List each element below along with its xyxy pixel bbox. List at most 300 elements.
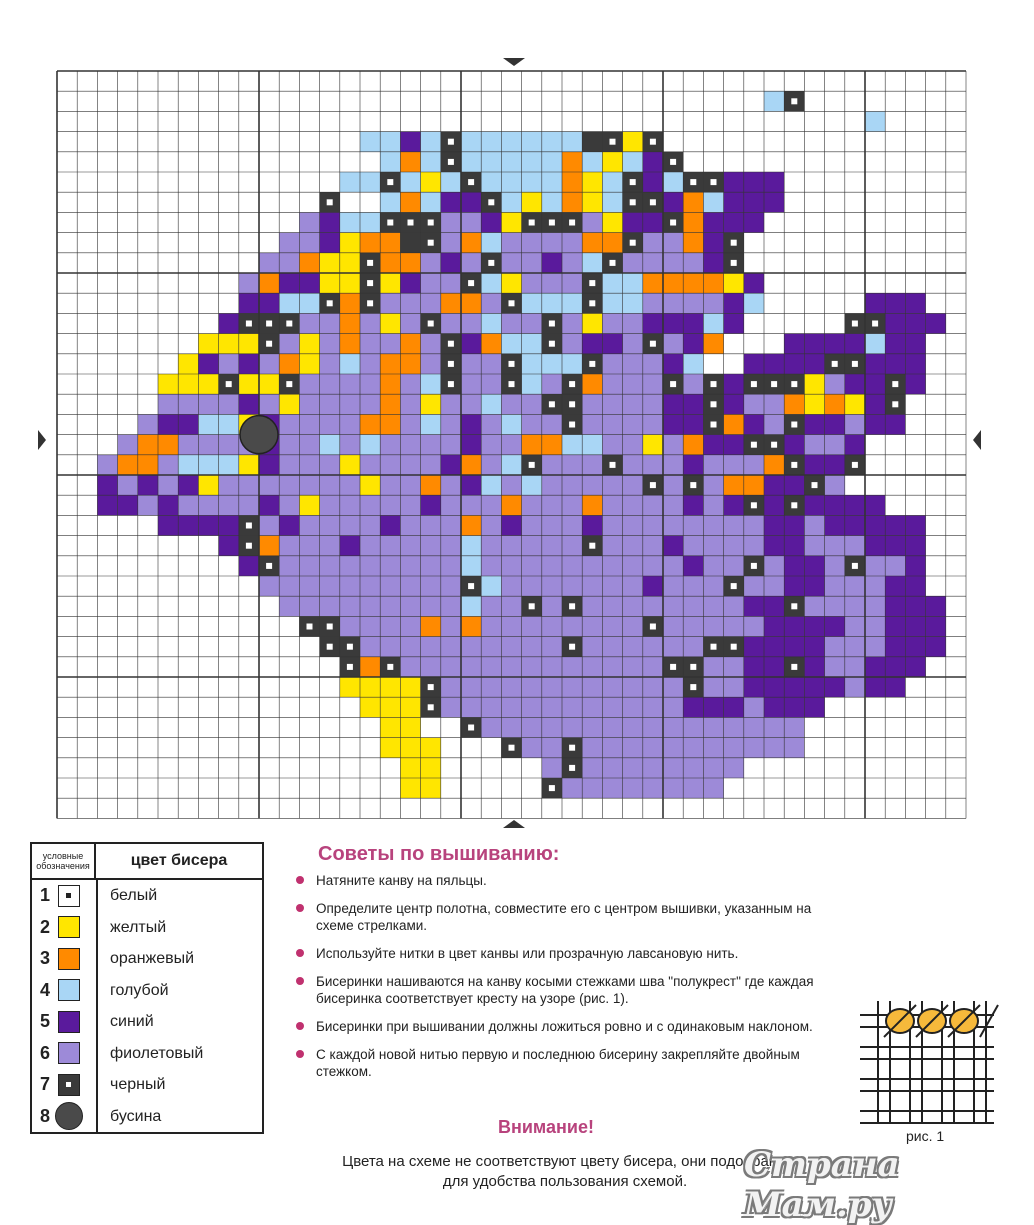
bead-cell [481, 495, 501, 515]
bead-cell [643, 273, 663, 293]
bead-cell [259, 515, 279, 535]
bead-cell [542, 515, 562, 535]
bead-cell [522, 374, 542, 394]
bead-cell [724, 172, 744, 192]
bead-cell [522, 677, 542, 697]
bead-cell [259, 455, 279, 475]
bead-cell [623, 657, 643, 677]
bead-cell [279, 293, 299, 313]
white-bead-mark [791, 422, 797, 428]
bead-cell [663, 697, 683, 717]
bead-cell [885, 677, 905, 697]
bead-cell [764, 556, 784, 576]
bead-cell [400, 556, 420, 576]
bead-cell [764, 717, 784, 737]
white-bead-mark [367, 300, 373, 306]
bead-cell [865, 616, 885, 636]
bead-cell [623, 354, 643, 374]
bead-cell [421, 394, 441, 414]
legend-row [32, 912, 96, 944]
white-bead-mark [387, 664, 393, 670]
white-bead-mark [711, 179, 717, 185]
bead-cell [219, 515, 239, 535]
white-bead-mark [509, 300, 515, 306]
white-bead-mark [327, 199, 333, 205]
tip-item: С каждой новой нитью первую и последнюю бисерину закрепляйте двойным стежком. [296, 1046, 836, 1080]
white-bead-mark [226, 381, 232, 387]
bead-cell [703, 778, 723, 798]
bead-cell [421, 616, 441, 636]
bead-cell [542, 637, 562, 657]
bead-cell [501, 435, 521, 455]
bead-cell [562, 172, 582, 192]
bead-cell [340, 354, 360, 374]
bead-cell [299, 556, 319, 576]
legend-row [32, 1006, 96, 1038]
bead-cell [360, 536, 380, 556]
bead-cell [683, 414, 703, 434]
bead-cell [299, 515, 319, 535]
bead-cell [885, 596, 905, 616]
white-bead-mark [569, 220, 575, 226]
bead-cell [320, 515, 340, 535]
bead-cell [643, 515, 663, 535]
legend-color-name: желтый [110, 918, 167, 936]
bead-cell [158, 414, 178, 434]
bead-cell [643, 374, 663, 394]
white-bead-mark [731, 240, 737, 246]
bead-cell [320, 455, 340, 475]
bead-cell [501, 455, 521, 475]
white-bead-mark [731, 644, 737, 650]
bead-cell [522, 576, 542, 596]
bead-cell [380, 596, 400, 616]
bead-cell [400, 758, 420, 778]
bead-cell [703, 657, 723, 677]
bead-cell [421, 758, 441, 778]
bead-cell [239, 556, 259, 576]
bead-cell [441, 273, 461, 293]
bead-cell [562, 152, 582, 172]
bead-cell [198, 374, 218, 394]
bead-cell [360, 233, 380, 253]
bead-cell [764, 354, 784, 374]
bead-cell [441, 394, 461, 414]
bead-cell [481, 132, 501, 152]
bead-cell [340, 616, 360, 636]
bead-cell [380, 334, 400, 354]
bead-cell [623, 414, 643, 434]
bead-cell [219, 455, 239, 475]
bead-cell [441, 677, 461, 697]
bead-cell [542, 738, 562, 758]
bead-cell [623, 778, 643, 798]
bead-cell [562, 717, 582, 737]
bead-cell [804, 414, 824, 434]
bead-cell [724, 273, 744, 293]
bead-cell [623, 515, 643, 535]
bead-cell [845, 495, 865, 515]
bead-cell [542, 192, 562, 212]
bead-cell [279, 536, 299, 556]
white-bead-mark [367, 260, 373, 266]
bead-cell [825, 495, 845, 515]
bead-cell [299, 273, 319, 293]
white-bead-mark [286, 321, 292, 327]
bead-cell [643, 596, 663, 616]
bead-cell [522, 192, 542, 212]
bead-cell [299, 374, 319, 394]
bead-cell [380, 515, 400, 535]
bead-cell [542, 253, 562, 273]
bead-cell [542, 758, 562, 778]
bead-cell [542, 414, 562, 434]
bead-cell [461, 414, 481, 434]
white-bead-mark [549, 401, 555, 407]
bead-cell [845, 616, 865, 636]
bead-cell [683, 374, 703, 394]
bead-cell [562, 313, 582, 333]
white-bead-mark [266, 341, 272, 347]
bead-cell [542, 374, 562, 394]
bead-cell [542, 677, 562, 697]
bead-cell [380, 738, 400, 758]
white-bead-mark [246, 543, 252, 549]
bead-cell [703, 475, 723, 495]
bead-cell [683, 738, 703, 758]
bead-cell [400, 233, 420, 253]
bead-cell [865, 637, 885, 657]
bead-cell [239, 374, 259, 394]
bead-cell [744, 273, 764, 293]
white-bead-mark [549, 220, 555, 226]
bead-cell [703, 212, 723, 232]
bead-cell [683, 435, 703, 455]
bead-cell [198, 435, 218, 455]
bead-cell [562, 354, 582, 374]
white-bead-mark [428, 704, 434, 710]
bead-cell [320, 354, 340, 374]
bead-cell [744, 717, 764, 737]
bead-cell [400, 334, 420, 354]
bead-cell [501, 536, 521, 556]
bead-cell [602, 556, 622, 576]
bead-cell [643, 435, 663, 455]
white-bead-mark [569, 745, 575, 751]
bead-cell [582, 677, 602, 697]
white-bead-mark [529, 462, 535, 468]
bead-cell [744, 657, 764, 677]
bead-cell [825, 616, 845, 636]
bead-cell [481, 697, 501, 717]
bead-cell [602, 172, 622, 192]
bead-cell [481, 677, 501, 697]
white-bead-mark [731, 260, 737, 266]
bead-cell [481, 657, 501, 677]
bead-cell [683, 273, 703, 293]
white-bead-mark [832, 361, 838, 367]
bead-cell [380, 132, 400, 152]
bead-cell [421, 515, 441, 535]
bead-cell [582, 394, 602, 414]
bead-cell [623, 677, 643, 697]
bead-cell [845, 374, 865, 394]
color-legend [30, 842, 264, 1134]
bead-cell [643, 495, 663, 515]
bead-cell [926, 596, 946, 616]
bead-cell [865, 111, 885, 131]
bead-cell [784, 354, 804, 374]
bead-cell [400, 253, 420, 273]
bead-cell [663, 475, 683, 495]
bead-cell [643, 293, 663, 313]
bead-cell [461, 152, 481, 172]
bead-cell [905, 374, 925, 394]
legend-row [32, 880, 96, 912]
bead-cell [259, 374, 279, 394]
white-bead-mark [852, 462, 858, 468]
bead-cell [118, 495, 138, 515]
bead-cell [522, 717, 542, 737]
bead-cell [582, 233, 602, 253]
bead-cell [522, 414, 542, 434]
bead-cell [905, 637, 925, 657]
bead-cell [542, 293, 562, 313]
white-bead-mark [327, 644, 333, 650]
bead-cell [259, 536, 279, 556]
bead-cell [522, 697, 542, 717]
bead-cell [804, 677, 824, 697]
bead-cell [744, 697, 764, 717]
bead-cell [501, 233, 521, 253]
bead-cell [421, 192, 441, 212]
bead-cell [804, 576, 824, 596]
bead-cell [562, 233, 582, 253]
bead-cell [400, 192, 420, 212]
white-bead-mark [266, 321, 272, 327]
top-center-arrow [503, 58, 525, 66]
white-bead-mark [307, 624, 313, 630]
bead-cell [582, 212, 602, 232]
bead-cell [320, 374, 340, 394]
bead-cell [441, 313, 461, 333]
bead-cell [845, 677, 865, 697]
bead-cell [663, 717, 683, 737]
bead-cell [744, 738, 764, 758]
bead-cell [542, 556, 562, 576]
legend-number: 3 [39, 948, 50, 969]
bead-cell [724, 536, 744, 556]
bead-cell [340, 233, 360, 253]
bead-cell [198, 334, 218, 354]
legend-color-name: синий [110, 1013, 154, 1030]
bead-cell [461, 253, 481, 273]
bead-cell [643, 354, 663, 374]
bead-cell [522, 273, 542, 293]
bead-cell [461, 313, 481, 333]
bead-cell [441, 596, 461, 616]
bead-cell [522, 435, 542, 455]
bead-cell [279, 596, 299, 616]
bead-cell [623, 495, 643, 515]
bead-cell [481, 212, 501, 232]
bead-cell [703, 576, 723, 596]
bead-cell [542, 576, 562, 596]
bead-cell [239, 495, 259, 515]
bead-cell [421, 172, 441, 192]
white-bead-mark [347, 644, 353, 650]
bead-cell [279, 576, 299, 596]
bead-cell [380, 475, 400, 495]
white-bead-mark [791, 381, 797, 387]
bead-cell [845, 596, 865, 616]
bead-cell [683, 394, 703, 414]
bead-cell [320, 273, 340, 293]
white-bead-mark [630, 179, 636, 185]
tip-item: Бисеринки при вышивании должны ложиться ровно и с одинаковым наклоном. [296, 1018, 836, 1035]
bead-cell [320, 536, 340, 556]
site-watermark: Страна Мам.ру [744, 1145, 900, 1225]
legend-number: 2 [39, 916, 50, 937]
bead-cell [421, 354, 441, 374]
white-bead-mark [670, 159, 676, 165]
bead-cell [602, 637, 622, 657]
bead-cell [320, 334, 340, 354]
bead-cell [481, 152, 501, 172]
bead-cell [663, 354, 683, 374]
bottom-center-arrow [503, 820, 525, 828]
bead-cell [400, 374, 420, 394]
bead-cell [582, 172, 602, 192]
bead-cell [320, 212, 340, 232]
bead-cell [562, 778, 582, 798]
bead-cell [158, 374, 178, 394]
bead-cell [703, 273, 723, 293]
bead-cell [158, 475, 178, 495]
bead-cell [683, 515, 703, 535]
bead-cell [825, 515, 845, 535]
bead-cell [582, 374, 602, 394]
bead-cell [764, 172, 784, 192]
bead-cell [421, 132, 441, 152]
bead-cell [421, 637, 441, 657]
bead-cell [400, 354, 420, 374]
legend-row [32, 1069, 96, 1101]
bead-cell [461, 536, 481, 556]
bead-cell [320, 475, 340, 495]
bead-cell [522, 354, 542, 374]
bead-cell [138, 475, 158, 495]
bead-cell [623, 374, 643, 394]
bead-cell [178, 475, 198, 495]
bead-cell [178, 414, 198, 434]
bead-cell [784, 738, 804, 758]
bead-cell [461, 596, 481, 616]
bead-cell [138, 455, 158, 475]
bead-cell [825, 637, 845, 657]
bead-cell [461, 637, 481, 657]
bead-cell [360, 697, 380, 717]
bead-cell [421, 778, 441, 798]
bead-cell [501, 717, 521, 737]
bead-cell [400, 475, 420, 495]
white-bead-mark [771, 381, 777, 387]
bead-cell [623, 637, 643, 657]
bead-cell [865, 576, 885, 596]
bead-cell [643, 233, 663, 253]
bead-cell [299, 334, 319, 354]
white-bead-mark [791, 462, 797, 468]
white-bead-mark [448, 381, 454, 387]
bead-cell [481, 172, 501, 192]
bead-cell [724, 738, 744, 758]
bead-cell [522, 616, 542, 636]
bead-cell [643, 313, 663, 333]
bead-cell [582, 253, 602, 273]
bead-cell [542, 596, 562, 616]
bead-cell [360, 677, 380, 697]
bead-cell [865, 556, 885, 576]
bead-cell [885, 293, 905, 313]
bead-cell [501, 616, 521, 636]
bead-cell [542, 717, 562, 737]
bead-cell [400, 717, 420, 737]
bead-cell [279, 556, 299, 576]
bead-cell [865, 536, 885, 556]
bead-cell [744, 414, 764, 434]
legend-color-name: голубой [110, 981, 169, 999]
bead-cell [865, 374, 885, 394]
bead-cell [360, 556, 380, 576]
bead-cell [360, 475, 380, 495]
bead-cell [380, 616, 400, 636]
bead-cell [562, 455, 582, 475]
bead-cell [461, 556, 481, 576]
bead-cell [360, 354, 380, 374]
bead-cell [441, 435, 461, 455]
bead-cell [744, 475, 764, 495]
legend-swatch [58, 1074, 80, 1096]
bead-cell [522, 657, 542, 677]
bead-cell [885, 334, 905, 354]
bead-cell [441, 233, 461, 253]
bead-cell [400, 596, 420, 616]
bead-cell [663, 596, 683, 616]
bead-cell [198, 475, 218, 495]
bead-cell [602, 414, 622, 434]
bead-cell [703, 738, 723, 758]
bead-cell [279, 414, 299, 434]
bead-cell [501, 596, 521, 616]
bead-cell [764, 394, 784, 414]
bead-cell [501, 637, 521, 657]
bead-cell [360, 515, 380, 535]
white-bead-mark [852, 321, 858, 327]
bead-cell [400, 152, 420, 172]
left-center-arrow [38, 430, 46, 450]
white-bead-mark [852, 563, 858, 569]
bead-cell [400, 132, 420, 152]
bead-cell [441, 637, 461, 657]
bead-cell [926, 637, 946, 657]
bead-cell [360, 657, 380, 677]
bead-cell [764, 576, 784, 596]
bead-cell [421, 273, 441, 293]
bead-cell [340, 475, 360, 495]
bead-cell [764, 495, 784, 515]
bead-cell [299, 313, 319, 333]
bead-cell [461, 394, 481, 414]
